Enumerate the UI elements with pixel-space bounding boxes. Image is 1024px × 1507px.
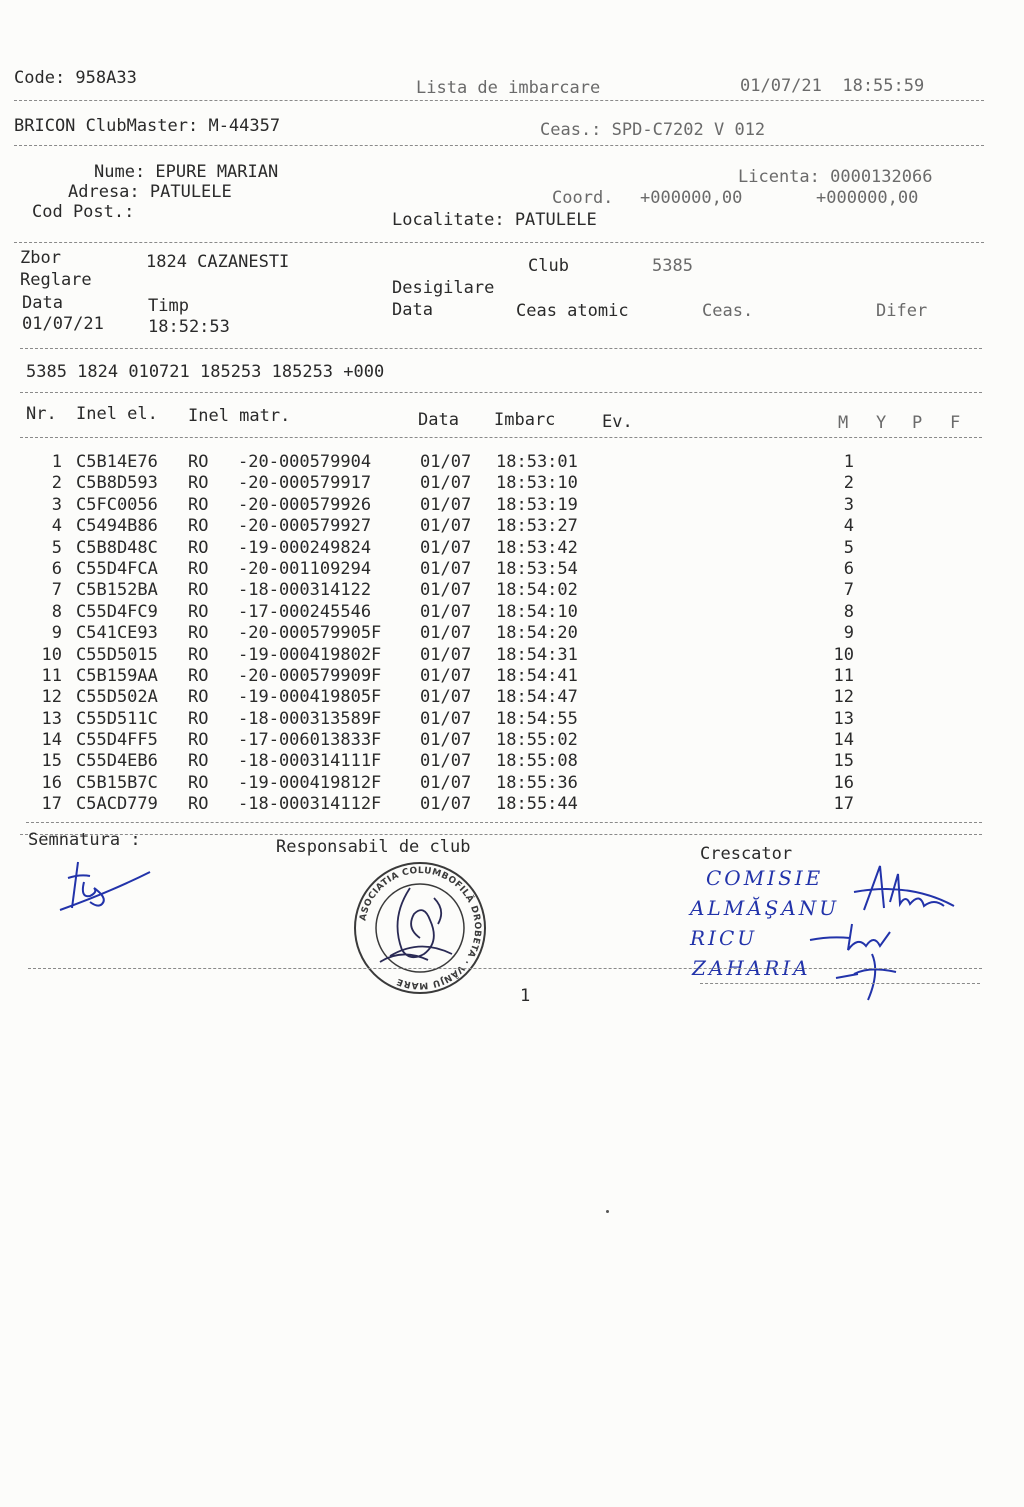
- row-m: 16: [833, 772, 854, 793]
- zbor-value: 1824 CAZANESTI: [146, 252, 290, 272]
- coord-label: Coord.: [552, 188, 614, 208]
- ceas-label: Ceas.: [702, 301, 754, 321]
- divider: [14, 100, 984, 101]
- reglare-data-label: Data: [22, 293, 63, 313]
- row-inel-el: C55D4FF5: [76, 730, 158, 751]
- row-inel-el: C5B8D593: [76, 473, 158, 494]
- table-row: [28, 452, 928, 473]
- row-date: 01/07: [420, 601, 472, 622]
- row-inel-el: C55D511C: [76, 708, 158, 729]
- divider: [20, 437, 982, 438]
- speck: [606, 1210, 609, 1213]
- table-row: [28, 602, 928, 623]
- row-nr: 13: [41, 708, 62, 729]
- row-nr: 6: [51, 558, 62, 579]
- row-inel-matr: -20-000579905F: [238, 623, 382, 644]
- row-inel-el: C5B15B7C: [76, 772, 158, 793]
- row-inel-el: C55D4FCA: [76, 558, 158, 579]
- row-imbarc-time: 18:55:08: [496, 751, 578, 772]
- col-header-inel-el: Inel el.: [76, 404, 158, 424]
- coord-lon: +000000,00: [816, 188, 919, 208]
- row-inel-matr: -17-000245546: [238, 601, 372, 622]
- row-country: RO: [188, 580, 209, 601]
- row-inel-matr: -17-006013833F: [238, 730, 382, 751]
- coord-lat: +000000,00: [640, 188, 743, 208]
- col-header-f: F: [950, 413, 961, 433]
- flight-code-line: 5385 1824 010721 185253 185253 +000: [26, 362, 385, 382]
- table-row: [28, 751, 928, 772]
- semnatura-label: Semnatura :: [28, 830, 141, 850]
- row-imbarc-time: 18:53:27: [496, 516, 578, 537]
- row-imbarc-time: 18:55:44: [496, 794, 578, 815]
- commission-member-1: ALMĂŞANU: [690, 896, 840, 920]
- row-date: 01/07: [420, 644, 472, 665]
- row-country: RO: [188, 601, 209, 622]
- table-row: [28, 730, 928, 751]
- row-inel-matr: -20-000579927: [238, 516, 372, 537]
- divider: [26, 822, 982, 823]
- row-inel-el: C55D4FC9: [76, 601, 158, 622]
- row-m: 1: [843, 452, 854, 472]
- row-inel-matr: -19-000419812F: [238, 772, 382, 793]
- desigilare-label: Desigilare: [392, 278, 495, 298]
- commission-member-2: RICU: [690, 926, 758, 950]
- table-row: [28, 580, 928, 601]
- row-inel-matr: -19-000419802F: [238, 644, 382, 665]
- stamp-text: ASOCIATIA COLUMBOFILĂ DROBETA · VÂNJU MARE: [358, 865, 483, 991]
- row-nr: 17: [41, 794, 62, 815]
- row-imbarc-time: 18:55:36: [496, 772, 578, 793]
- col-header-imbarc: Imbarc: [494, 410, 556, 430]
- row-imbarc-time: 18:55:02: [496, 730, 578, 751]
- table-row: [28, 687, 928, 708]
- row-inel-el: C5B152BA: [76, 580, 158, 601]
- locality: Localitate: PATULELE: [392, 210, 597, 230]
- row-date: 01/07: [420, 708, 472, 729]
- row-imbarc-time: 18:54:02: [496, 580, 578, 601]
- basketing-table: [28, 452, 928, 816]
- row-country: RO: [188, 751, 209, 772]
- row-m: 7: [843, 580, 854, 601]
- row-inel-matr: -20-000579909F: [238, 665, 382, 686]
- row-imbarc-time: 18:54:10: [496, 601, 578, 622]
- table-row: [28, 709, 928, 730]
- row-date: 01/07: [420, 537, 472, 558]
- club-value: 5385: [652, 256, 693, 276]
- row-country: RO: [188, 730, 209, 751]
- table-row: [28, 559, 928, 580]
- clock-label: Ceas.: SPD-C7202 V 012: [540, 120, 766, 140]
- col-header-m: M: [838, 413, 849, 433]
- commission-label: COMISIE: [706, 866, 824, 890]
- row-inel-matr: -20-000579926: [238, 494, 372, 515]
- row-imbarc-time: 18:53:19: [496, 494, 578, 515]
- row-country: RO: [188, 687, 209, 708]
- table-row: [28, 773, 928, 794]
- row-imbarc-time: 18:54:47: [496, 687, 578, 708]
- row-nr: 9: [51, 623, 62, 644]
- row-m: 12: [833, 687, 854, 708]
- row-m: 5: [843, 537, 854, 558]
- row-imbarc-time: 18:53:10: [496, 473, 578, 494]
- row-m: 13: [833, 708, 854, 729]
- row-inel-el: C55D502A: [76, 687, 158, 708]
- code-label: Code: 958A33: [14, 68, 137, 88]
- owner-name: Nume: EPURE MARIAN: [94, 162, 279, 182]
- row-inel-el: C5ACD779: [76, 794, 158, 815]
- row-nr: 16: [41, 772, 62, 793]
- row-inel-matr: -19-000419805F: [238, 687, 382, 708]
- list-title: Lista de imbarcare: [416, 78, 601, 98]
- row-nr: 5: [51, 537, 62, 558]
- row-imbarc-time: 18:54:41: [496, 665, 578, 686]
- row-m: 3: [843, 494, 854, 515]
- row-m: 9: [843, 623, 854, 644]
- row-date: 01/07: [420, 473, 472, 494]
- timp-label: Timp: [148, 296, 189, 316]
- col-header-ev: Ev.: [602, 412, 633, 432]
- divider: [20, 348, 982, 349]
- row-m: 14: [833, 730, 854, 751]
- row-inel-matr: -18-000313589F: [238, 708, 382, 729]
- row-inel-matr: -20-001109294: [238, 558, 372, 579]
- row-inel-matr: -18-000314112F: [238, 794, 382, 815]
- col-header-nr: Nr.: [26, 404, 57, 424]
- table-row: [28, 473, 928, 494]
- row-date: 01/07: [420, 730, 472, 751]
- row-date: 01/07: [420, 772, 472, 793]
- row-inel-el: C55D4EB6: [76, 751, 158, 772]
- row-date: 01/07: [420, 687, 472, 708]
- row-nr: 2: [51, 473, 62, 494]
- col-header-y: Y: [876, 413, 887, 433]
- row-inel-el: C5B159AA: [76, 665, 158, 686]
- owner-address: Adresa: PATULELE: [68, 182, 232, 202]
- row-date: 01/07: [420, 623, 472, 644]
- table-row: [28, 666, 928, 687]
- row-nr: 8: [51, 601, 62, 622]
- license: Licenta: 0000132066: [738, 167, 933, 187]
- row-nr: 7: [51, 580, 62, 601]
- col-header-data: Data: [418, 410, 459, 430]
- col-header-inel-matr: Inel matr.: [188, 406, 291, 426]
- row-date: 01/07: [420, 558, 472, 579]
- row-imbarc-time: 18:54:20: [496, 623, 578, 644]
- row-inel-matr: -20-000579904: [238, 452, 372, 472]
- table-row: [28, 645, 928, 666]
- responsabil-label: Responsabil de club: [276, 837, 471, 857]
- row-m: 6: [843, 558, 854, 579]
- row-country: RO: [188, 452, 209, 472]
- row-country: RO: [188, 794, 209, 815]
- divider: [20, 392, 982, 393]
- row-m: 4: [843, 516, 854, 537]
- commission-signatures-icon: [850, 862, 960, 1012]
- row-m: 17: [833, 794, 854, 815]
- table-row: [28, 516, 928, 537]
- row-nr: 15: [41, 751, 62, 772]
- row-nr: 3: [51, 494, 62, 515]
- row-date: 01/07: [420, 452, 472, 472]
- row-country: RO: [188, 494, 209, 515]
- row-m: 10: [833, 644, 854, 665]
- row-country: RO: [188, 623, 209, 644]
- row-nr: 4: [51, 516, 62, 537]
- commission-member-3: ZAHARIA: [692, 956, 811, 980]
- table-row: [28, 538, 928, 559]
- row-m: 15: [833, 751, 854, 772]
- desigilare-data-label: Data: [392, 300, 433, 320]
- crescator-label: Crescator: [700, 844, 793, 864]
- reglare-time: 18:52:53: [148, 317, 230, 337]
- row-date: 01/07: [420, 665, 472, 686]
- row-m: 8: [843, 601, 854, 622]
- row-inel-el: C55D5015: [76, 644, 158, 665]
- row-nr: 10: [41, 644, 62, 665]
- table-row: [28, 495, 928, 516]
- club-label: Club: [528, 256, 569, 276]
- row-m: 2: [843, 473, 854, 494]
- row-m: 11: [833, 665, 854, 686]
- row-imbarc-time: 18:54:55: [496, 708, 578, 729]
- col-header-p: P: [912, 413, 923, 433]
- divider: [14, 145, 984, 146]
- row-date: 01/07: [420, 580, 472, 601]
- row-inel-matr: -19-000249824: [238, 537, 372, 558]
- row-inel-el: C541CE93: [76, 623, 158, 644]
- table-row: [28, 794, 928, 815]
- row-date: 01/07: [420, 494, 472, 515]
- row-country: RO: [188, 473, 209, 494]
- page-number: 1: [520, 986, 531, 1006]
- row-inel-matr: -18-000314122: [238, 580, 372, 601]
- row-date: 01/07: [420, 516, 472, 537]
- row-date: 01/07: [420, 751, 472, 772]
- row-nr: 1: [51, 452, 62, 472]
- row-date: 01/07: [420, 794, 472, 815]
- zbor-label: Zbor: [20, 248, 61, 268]
- printed-at: 01/07/21 18:55:59: [740, 76, 925, 96]
- owner-postcode: Cod Post.:: [32, 202, 135, 222]
- row-country: RO: [188, 644, 209, 665]
- reglare-label: Reglare: [20, 270, 92, 290]
- difer-label: Difer: [876, 301, 928, 321]
- table-row: [28, 623, 928, 644]
- row-nr: 11: [41, 665, 62, 686]
- row-country: RO: [188, 558, 209, 579]
- row-country: RO: [188, 665, 209, 686]
- device-label: BRICON ClubMaster: M-44357: [14, 116, 281, 136]
- row-inel-el: C5B8D48C: [76, 537, 158, 558]
- row-country: RO: [188, 516, 209, 537]
- row-imbarc-time: 18:53:01: [496, 452, 578, 472]
- row-inel-matr: -18-000314111F: [238, 751, 382, 772]
- row-imbarc-time: 18:54:31: [496, 644, 578, 665]
- breeder-signature-icon: [50, 852, 160, 922]
- reglare-date: 01/07/21: [22, 314, 104, 334]
- row-inel-el: C5494B86: [76, 516, 158, 537]
- row-country: RO: [188, 772, 209, 793]
- divider: [700, 983, 980, 984]
- row-country: RO: [188, 708, 209, 729]
- divider: [14, 242, 984, 243]
- row-nr: 12: [41, 687, 62, 708]
- club-stamp-icon: [350, 858, 490, 998]
- row-inel-matr: -20-000579917: [238, 473, 372, 494]
- row-inel-el: C5B14E76: [76, 452, 158, 472]
- divider: [20, 834, 982, 835]
- row-imbarc-time: 18:53:42: [496, 537, 578, 558]
- divider: [28, 968, 982, 969]
- row-inel-el: C5FC0056: [76, 494, 158, 515]
- row-nr: 14: [41, 730, 62, 751]
- row-imbarc-time: 18:53:54: [496, 558, 578, 579]
- ceas-atomic-label: Ceas atomic: [516, 301, 629, 321]
- row-country: RO: [188, 537, 209, 558]
